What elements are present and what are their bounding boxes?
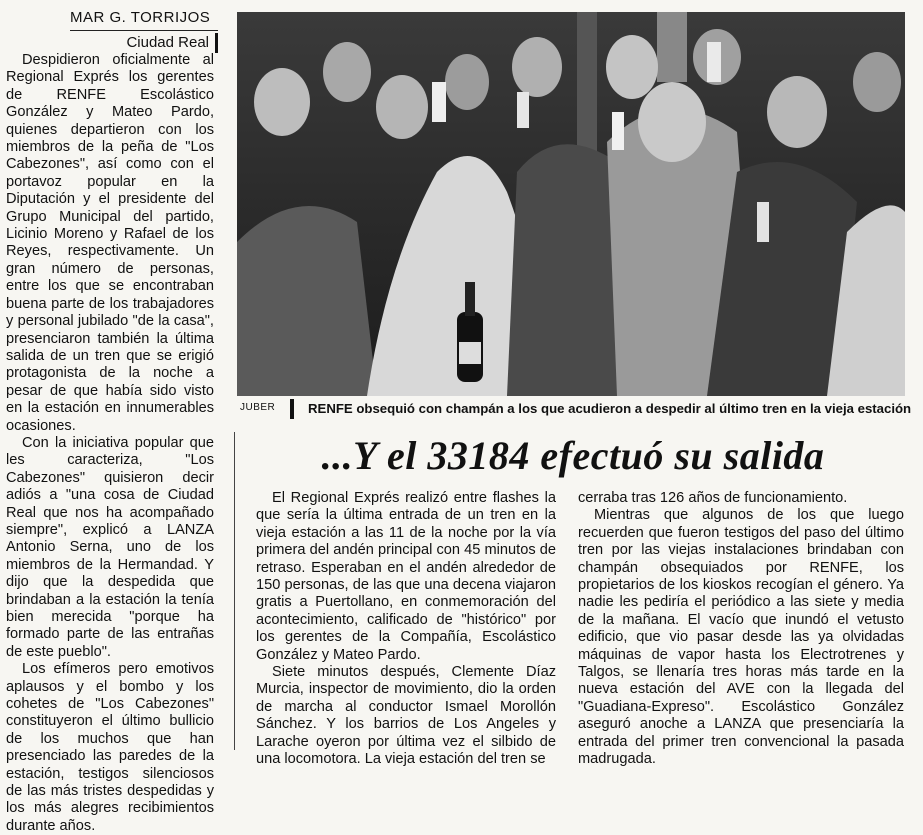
byline: [8, 8, 218, 53]
paragraph: Despidieron oficialmente al Regional Exprés los gerentes de RENFE Escolástico González y Mateo Pardo, quienes departieron con los miembros de la peña de "Los Cabezones", así como con el portavoz popular en la Diputación y el presidente del Grupo Municipal del partido, Licinio Moreno y Rafael de los Reyes, respectivamente. Un gran número de personas, entre los que se encontraban buena parte de los trabajadores y personal jubilado "de la casa", presenciaron también la última salida de un tren que se erigió protagonista de la noche a pesar de que había sido visto en la estación en innumerables ocasiones.: [6, 52, 214, 434]
byline-city: Ciudad Real: [8, 33, 218, 53]
left-article-column: [6, 52, 214, 834]
body-column-1: [256, 490, 556, 768]
headline: ...Y el 33184 efectuó su salida: [321, 433, 825, 478]
paragraph: Mientras que algunos de los que luego recuerden que fueron testigos del paso del último tren por las viejas instalaciones brindaban con champán obsequiados por RENFE, los propietarios de los kioskos recogían el género. Ya nadie les pediría el periódico a las siete y media de la mañana. El vacío que inundó el vetusto edificio, que vio pasar desde las ya olvidadas máquinas de vapor hasta los Electrotrenes y Talgos, se llenaría tres horas más tarde en la nueva estación del AVE con la llegada del "Guadiana-Expreso". Escolástico González aseguró anoche a LANZA que presenciaría la entrada del primer tren convencional la pasada madrugada.: [578, 507, 904, 768]
paragraph: Siete minutos después, Clemente Díaz Murcia, inspector de movimiento, dio la orden de marcha al conductor Ismael Morollón Sánchez. Y los barrios de Los Angeles y Larache oyeron por última vez el silbido de una locomotora. La vieja estación del tren se: [256, 664, 556, 768]
paragraph: Con la iniciativa popular que les caracteriza, "Los Cabezones" quisieron decir adiós a "una cosa de Ciudad Real que nos ha acompañado siempre", explicó a LANZA Antonio Serna, uno de los miembros de la Hermandad. Y dijo que la despedida que brindaban a la estación la tenía bien merecida "porque ha formado parte de las entrañas de este pueblo".: [6, 434, 214, 660]
news-photo: [237, 12, 905, 396]
crowd-toasting-photo: [237, 12, 905, 396]
column-divider: [234, 432, 235, 750]
photo-credit: JUBER: [240, 402, 276, 413]
paragraph: cerraba tras 126 años de funcionamiento.: [578, 490, 848, 506]
paragraph: Los efímeros pero emotivos aplausos y el bombo y los cohetes de "Los Cabezones" constituyeron el último bullicio de los muchos que han presenciado las paredes de la estación, testigos silenciosos de las más tristes despedidas y los más alegres recibimientos durante años.: [6, 661, 214, 834]
author-name: MAR G. TORRIJOS: [70, 9, 211, 26]
paragraph: El Regional Exprés realizó entre flashes la que sería la última entrada de un tren en la vieja estación a las 11 de la noche por la vía primera del andén principal con 45 minutos de retraso. Esperaban en el andén alrededor de 150 personas, de las que una decena viajaron gratis a Puertollano, en conmemoración del acontecimiento, calificado de "histórico" por los gerentes de la Compañía, Escolástico González y Mateo Pardo.: [256, 490, 556, 663]
photo-caption: RENFE obsequió con champán a los que acudieron a despedir al último tren en la vieja estación: [290, 399, 923, 419]
byline-rule: [70, 30, 218, 31]
body-column-2: [578, 490, 904, 768]
